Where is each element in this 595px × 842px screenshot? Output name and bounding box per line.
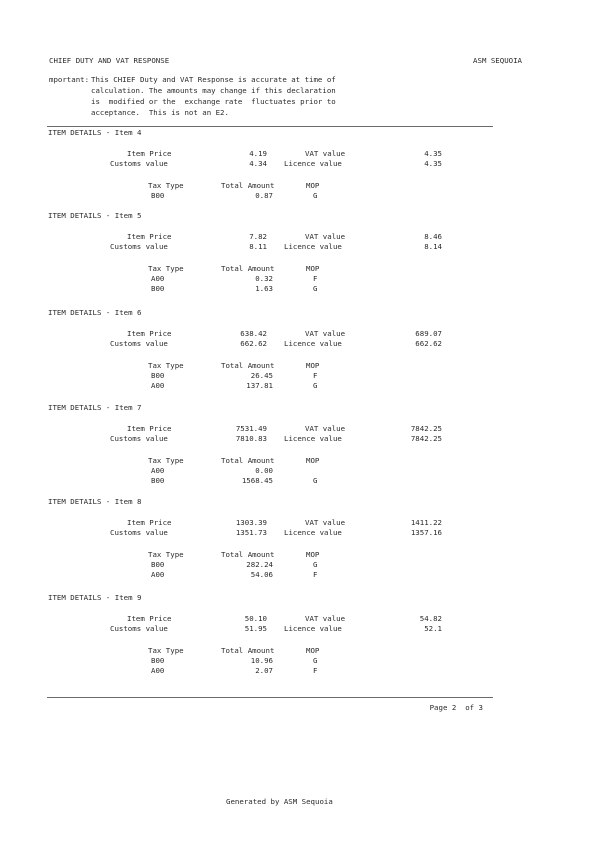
vat-value-label: VAT value <box>305 149 346 158</box>
tax-type-header: Tax Type <box>148 646 184 655</box>
customs-value-label: Customs value <box>110 339 168 348</box>
tax-amount-cell: 282.24 <box>246 560 273 569</box>
tax-amount-cell: 10.96 <box>250 656 273 665</box>
item-heading: ITEM DETAILS - Item 5 <box>48 211 142 220</box>
notice-line: calculation. The amounts may change if this declaration <box>91 86 336 95</box>
vat-value-label: VAT value <box>305 614 346 623</box>
item-price-label: Item Price <box>127 149 172 158</box>
mop-header: MOP <box>306 646 320 655</box>
item-heading: ITEM DETAILS - Item 9 <box>48 593 142 602</box>
generated-by: Generated by ASM Sequoia <box>226 797 333 806</box>
item-heading: ITEM DETAILS - Item 6 <box>48 308 142 317</box>
notice-line: This CHIEF Duty and VAT Response is accurate at time of <box>91 75 336 84</box>
tax-type-cell: B00 <box>151 560 165 569</box>
vat-value-value: 54.82 <box>419 614 442 623</box>
notice-label: mportant: <box>49 75 90 84</box>
vat-value-label: VAT value <box>305 518 346 527</box>
vat-value-label: VAT value <box>305 329 346 338</box>
tax-type-cell: A00 <box>151 381 165 390</box>
mop-cell: F <box>313 371 318 380</box>
mop-header: MOP <box>306 181 320 190</box>
mop-cell: G <box>313 476 318 485</box>
item-heading: ITEM DETAILS - Item 4 <box>48 128 142 137</box>
item-price-value: 50.10 <box>244 614 267 623</box>
tax-type-header: Tax Type <box>148 550 184 559</box>
licence-value-label: Licence value <box>284 434 342 443</box>
licence-value-label: Licence value <box>284 339 342 348</box>
item-price-value: 7531.49 <box>235 424 267 433</box>
vat-value-value: 7842.25 <box>410 424 442 433</box>
total-amount-header: Total Amount <box>221 264 275 273</box>
licence-value-label: Licence value <box>284 528 342 537</box>
tax-type-header: Tax Type <box>148 361 184 370</box>
footer-divider <box>47 697 493 698</box>
mop-header: MOP <box>306 264 320 273</box>
vat-value-label: VAT value <box>305 424 346 433</box>
item-price-value: 4.19 <box>249 149 267 158</box>
tax-type-cell: A00 <box>151 466 165 475</box>
vat-value-value: 4.35 <box>424 149 442 158</box>
tax-type-cell: B00 <box>151 191 165 200</box>
item-price-value: 1303.39 <box>235 518 267 527</box>
tax-amount-cell: 0.32 <box>255 274 273 283</box>
tax-type-header: Tax Type <box>148 181 184 190</box>
notice-line: acceptance. This is not an E2. <box>91 108 229 117</box>
tax-type-cell: A00 <box>151 570 165 579</box>
item-heading: ITEM DETAILS - Item 7 <box>48 403 142 412</box>
company-name: ASM SEQUOIA <box>473 56 522 65</box>
mop-header: MOP <box>306 550 320 559</box>
customs-value-value: 662.62 <box>240 339 267 348</box>
tax-type-header: Tax Type <box>148 456 184 465</box>
mop-header: MOP <box>306 456 320 465</box>
customs-value-value: 4.34 <box>249 159 267 168</box>
licence-value-value: 52.1 <box>424 624 442 633</box>
tax-amount-cell: 0.87 <box>255 191 273 200</box>
mop-cell: G <box>313 284 318 293</box>
tax-amount-cell: 1568.45 <box>241 476 273 485</box>
licence-value-value: 7842.25 <box>410 434 442 443</box>
divider <box>47 126 493 127</box>
customs-value-label: Customs value <box>110 528 168 537</box>
report-title: CHIEF DUTY AND VAT RESPONSE <box>49 56 170 65</box>
mop-header: MOP <box>306 361 320 370</box>
tax-amount-cell: 54.06 <box>250 570 273 579</box>
notice-line: is modified or the exchange rate fluctuates prior to <box>91 97 336 106</box>
item-heading: ITEM DETAILS - Item 8 <box>48 497 142 506</box>
customs-value-value: 51.95 <box>244 624 267 633</box>
tax-type-cell: B00 <box>151 656 165 665</box>
mop-cell: G <box>313 381 318 390</box>
total-amount-header: Total Amount <box>221 550 275 559</box>
licence-value-value: 1357.16 <box>410 528 442 537</box>
licence-value-label: Licence value <box>284 624 342 633</box>
item-price-value: 638.42 <box>240 329 267 338</box>
tax-amount-cell: 0.00 <box>255 466 273 475</box>
item-price-label: Item Price <box>127 232 172 241</box>
customs-value-label: Customs value <box>110 624 168 633</box>
licence-value-value: 662.62 <box>415 339 442 348</box>
licence-value-label: Licence value <box>284 159 342 168</box>
total-amount-header: Total Amount <box>221 646 275 655</box>
item-price-label: Item Price <box>127 518 172 527</box>
customs-value-label: Customs value <box>110 434 168 443</box>
tax-type-header: Tax Type <box>148 264 184 273</box>
tax-type-cell: A00 <box>151 274 165 283</box>
customs-value-value: 8.11 <box>249 242 267 251</box>
item-price-label: Item Price <box>127 614 172 623</box>
item-price-label: Item Price <box>127 424 172 433</box>
tax-amount-cell: 2.07 <box>255 666 273 675</box>
licence-value-label: Licence value <box>284 242 342 251</box>
mop-cell: G <box>313 560 318 569</box>
mop-cell: G <box>313 191 318 200</box>
vat-value-value: 8.46 <box>424 232 442 241</box>
tax-type-cell: B00 <box>151 284 165 293</box>
mop-cell: F <box>313 274 318 283</box>
mop-cell: F <box>313 666 318 675</box>
vat-value-value: 1411.22 <box>410 518 442 527</box>
total-amount-header: Total Amount <box>221 456 275 465</box>
vat-value-value: 689.07 <box>415 329 442 338</box>
tax-amount-cell: 26.45 <box>250 371 273 380</box>
page-number: Page 2 of 3 <box>429 703 483 712</box>
tax-amount-cell: 1.63 <box>255 284 273 293</box>
customs-value-value: 1351.73 <box>235 528 267 537</box>
tax-type-cell: B00 <box>151 476 165 485</box>
tax-type-cell: B00 <box>151 371 165 380</box>
vat-value-label: VAT value <box>305 232 346 241</box>
item-price-value: 7.82 <box>249 232 267 241</box>
item-price-label: Item Price <box>127 329 172 338</box>
customs-value-label: Customs value <box>110 159 168 168</box>
tax-type-cell: A00 <box>151 666 165 675</box>
mop-cell: G <box>313 656 318 665</box>
total-amount-header: Total Amount <box>221 181 275 190</box>
licence-value-value: 4.35 <box>424 159 442 168</box>
customs-value-value: 7810.83 <box>235 434 267 443</box>
licence-value-value: 8.14 <box>424 242 442 251</box>
mop-cell: F <box>313 570 318 579</box>
customs-value-label: Customs value <box>110 242 168 251</box>
tax-amount-cell: 137.81 <box>246 381 273 390</box>
total-amount-header: Total Amount <box>221 361 275 370</box>
